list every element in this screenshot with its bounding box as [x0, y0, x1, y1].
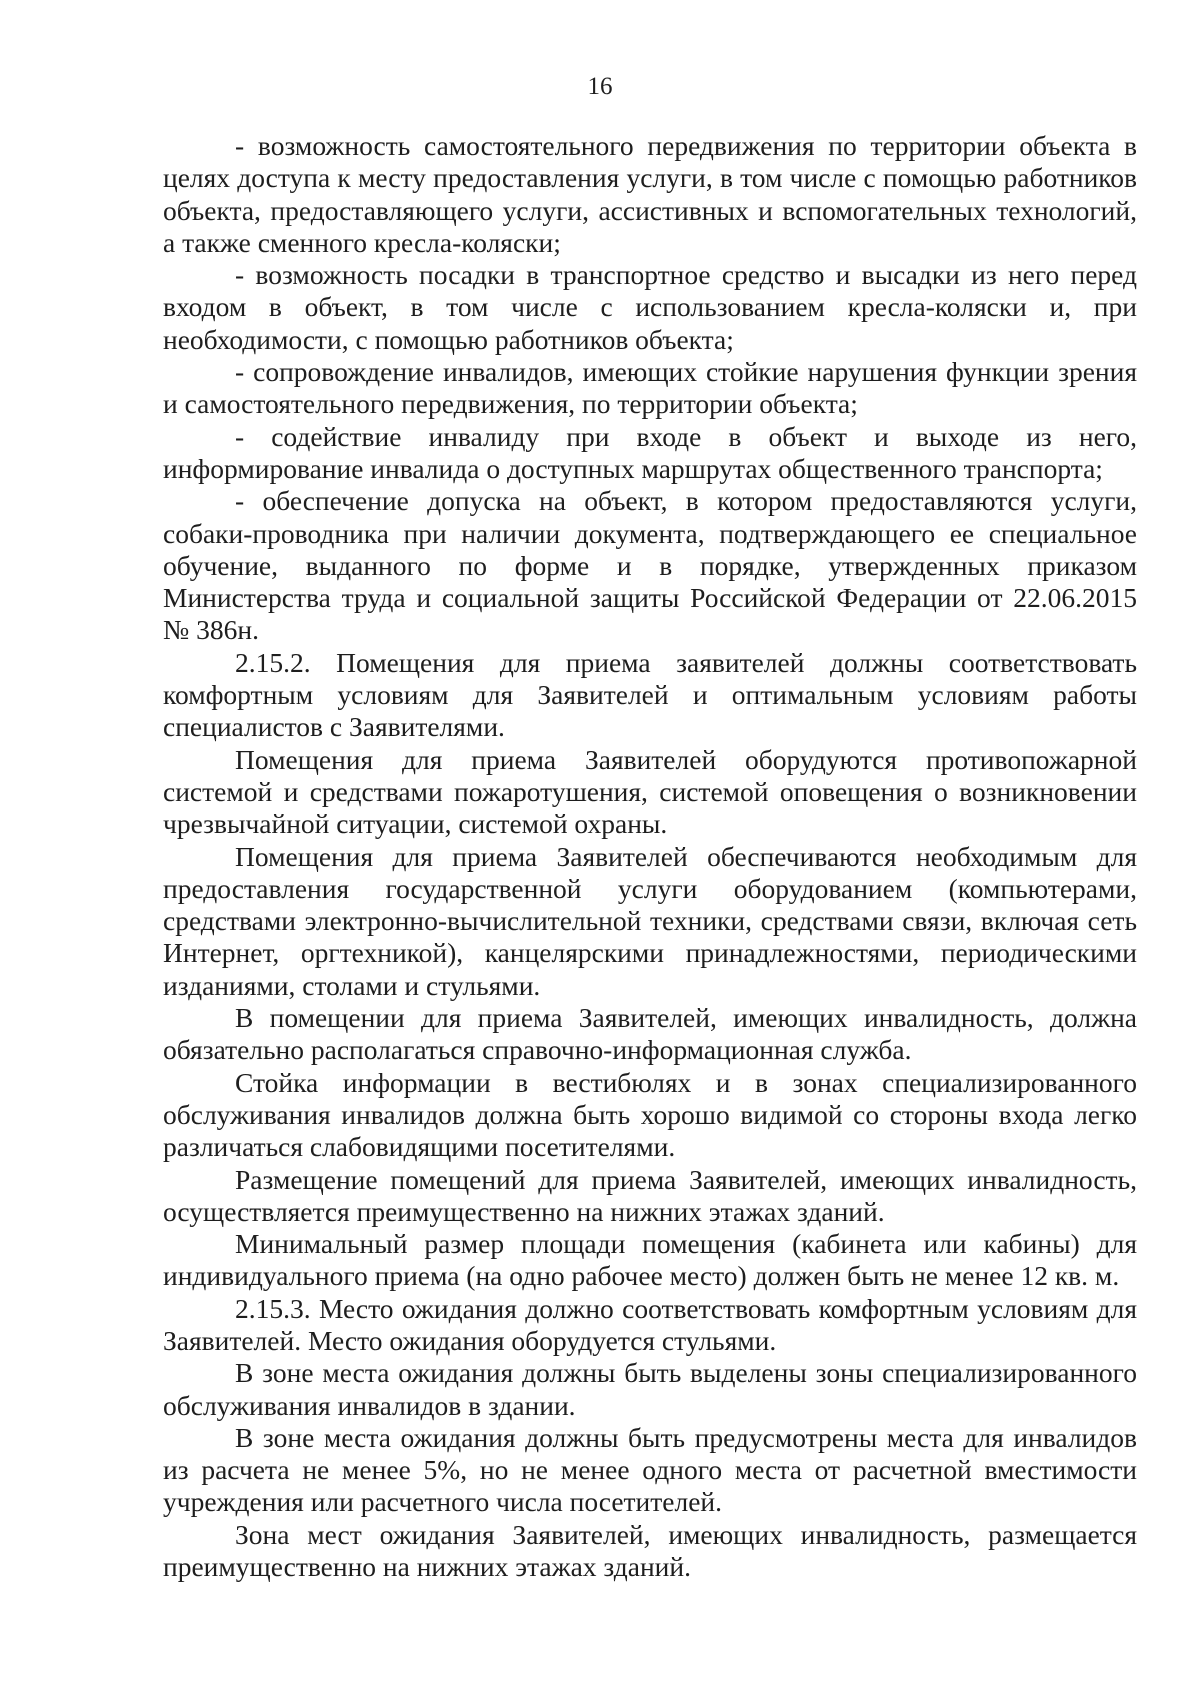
- document-body: [163, 130, 1137, 1583]
- paragraph-10: Стойка информации в вестибюлях и в зонах специализированного обслуживания инвалидов должна быть хорошо видимой со стороны входа легко различаться слабовидящими посетителями.: [163, 1066, 1137, 1163]
- paragraph-3: - сопровождение инвалидов, имеющих стойкие нарушения функции зрения и самостоятельного передвижения, по территории объекта;: [163, 356, 1137, 420]
- paragraph-2: - возможность посадки в транспортное средство и высадки из него перед входом в объект, в том числе с использованием кресла-коляски и, при необходимости, с помощью работников объекта;: [163, 259, 1137, 355]
- paragraph-6: 2.15.2. Помещения для приема заявителей должны соответствовать комфортным условиям для Заявителей и оптимальным условиям работы специалистов с Заявителями.: [163, 646, 1137, 743]
- paragraph-9: В помещении для приема Заявителей, имеющих инвалидность, должна обязательно располагаться справочно-информационная служба.: [163, 1002, 1137, 1066]
- paragraph-8: Помещения для приема Заявителей обеспечиваются необходимым для предоставления государственной услуги оборудованием (компьютерами, средствами электронно-вычислительной техники, средствами связи, включая сеть Интернет, оргтехникой), канцелярскими принадлежностями, периодическими изданиями, столами и стульями.: [163, 840, 1137, 1001]
- paragraph-15: В зоне места ожидания должны быть предусмотрены места для инвалидов из расчета не менее 5%, но не менее одного места от расчетной вместимости учреждения или расчетного числа посетителей.: [163, 1421, 1137, 1518]
- paragraph-4: - содействие инвалиду при входе в объект и выходе из него, информирование инвалида о доступных маршрутах общественного транспорта;: [163, 420, 1137, 484]
- paragraph-1: - возможность самостоятельного передвижения по территории объекта в целях доступа к месту предоставления услуги, в том числе с помощью работников объекта, предоставляющего услуги, ассистивных и вспомогательных технологий, а также сменного кресла-коляски;: [163, 130, 1137, 258]
- paragraph-7: Помещения для приема Заявителей оборудуются противопожарной системой и средствами пожаротушения, системой оповещения о возникновении чрезвычайной ситуации, системой охраны.: [163, 743, 1137, 840]
- paragraph-16: Зона мест ожидания Заявителей, имеющих инвалидность, размещается преимущественно на нижних этажах зданий.: [163, 1518, 1137, 1583]
- paragraph-13: 2.15.3. Место ожидания должно соответствовать комфортным условиям для Заявителей. Место ожидания оборудуется стульями.: [163, 1292, 1137, 1356]
- paragraph-11: Размещение помещений для приема Заявителей, имеющих инвалидность, осуществляется преимущественно на нижних этажах зданий.: [163, 1163, 1137, 1227]
- page-number: 16: [587, 73, 613, 100]
- paragraph-14: В зоне места ожидания должны быть выделены зоны специализированного обслуживания инвалидов в здании.: [163, 1357, 1137, 1421]
- paragraph-5: - обеспечение допуска на объект, в котором предоставляются услуги, собаки-проводника при наличии документа, подтверждающего ее специальное обучение, выданного по форме и в порядке, утвержденных приказом Министерства труда и социальной защиты Российской Федерации от 22.06.2015 № 386н.: [163, 485, 1137, 646]
- paragraph-12: Минимальный размер площади помещения (кабинета или кабины) для индивидуального приема (на одно рабочее место) должен быть не менее 12 кв. м.: [163, 1228, 1137, 1292]
